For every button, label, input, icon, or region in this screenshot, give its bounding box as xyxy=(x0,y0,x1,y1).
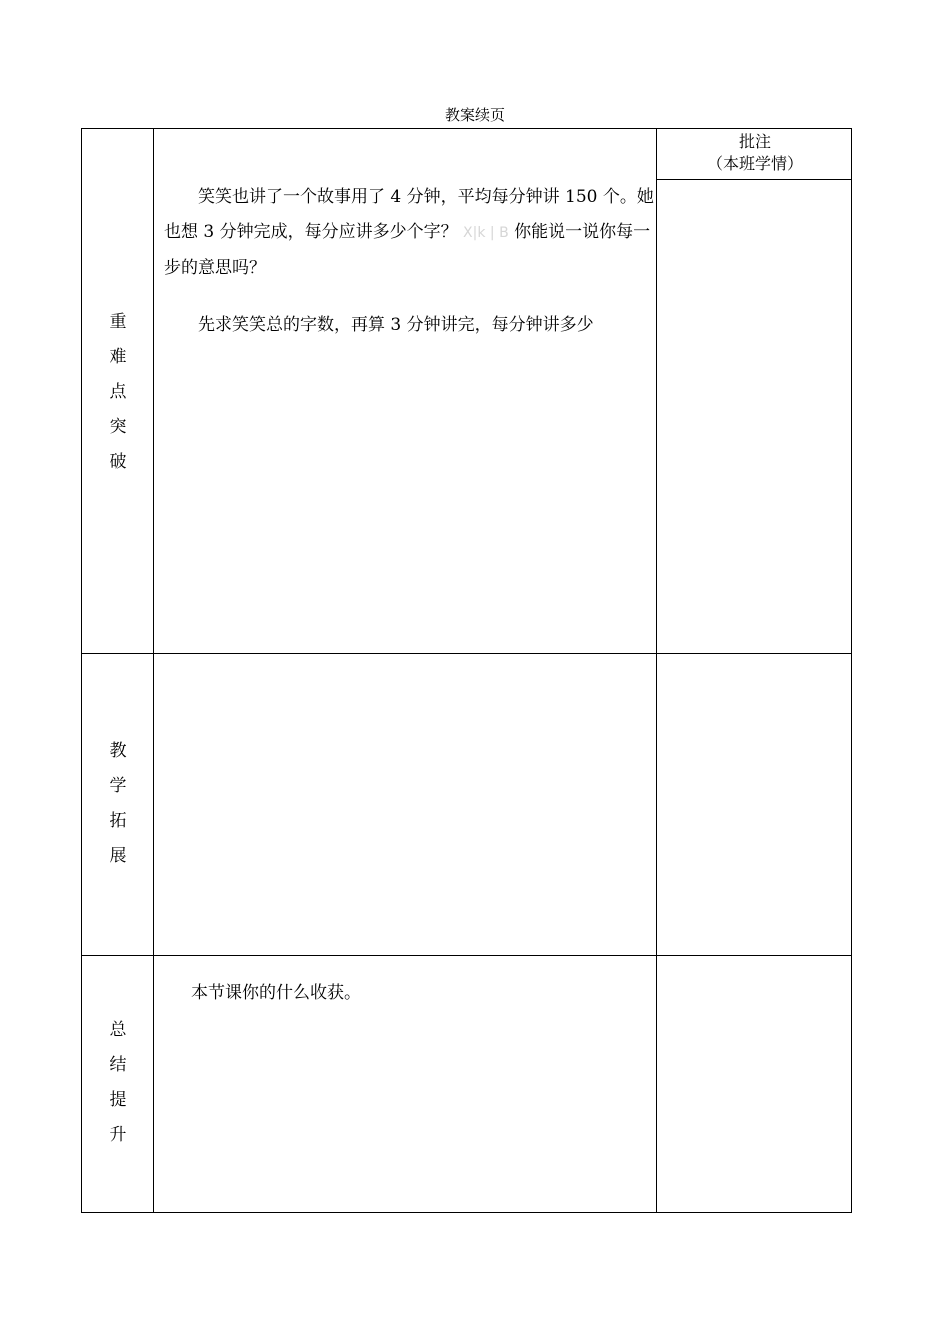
watermark-text: X|k | B xyxy=(463,225,509,241)
label-char: 总 xyxy=(109,1020,127,1040)
label-char: 突 xyxy=(109,417,127,437)
label-char: 升 xyxy=(109,1125,127,1145)
label-char: 展 xyxy=(109,846,127,866)
label-char: 提 xyxy=(109,1090,127,1110)
problem-paragraph xyxy=(164,180,654,286)
problem-question: 你能说一说你每一步的意思吗？ xyxy=(164,222,651,278)
solution-paragraph: 先求笑笑总的字数，再算 3 分钟讲完，每分钟讲多少 xyxy=(198,315,594,335)
label-char: 难 xyxy=(109,347,127,367)
label-char: 拓 xyxy=(109,811,127,831)
summary-question: 本节课你的什么收获。 xyxy=(191,983,361,1003)
problem-text: 笑笑也讲了一个故事用了 4 分钟，平均每分钟讲 150 个。她也想 3 分钟完成，每分应讲多少个字？ xyxy=(164,187,654,242)
label-char: 破 xyxy=(109,452,127,472)
notes-column-header xyxy=(658,129,852,175)
section-label-extension xyxy=(82,734,154,874)
section-content-key-difficulties xyxy=(164,180,654,343)
page-title: 教案续页 xyxy=(444,106,505,124)
row-divider-1 xyxy=(82,653,851,654)
label-char: 重 xyxy=(109,312,127,332)
section-label-summary xyxy=(82,1013,154,1153)
lesson-plan-table xyxy=(81,128,852,1213)
label-char: 结 xyxy=(109,1055,127,1075)
notes-header-subtitle: （本班学情） xyxy=(706,154,803,173)
label-char: 教 xyxy=(109,741,127,761)
label-char: 点 xyxy=(109,382,127,402)
label-char: 学 xyxy=(109,776,127,796)
section-label-key-difficulties xyxy=(82,305,154,480)
section-content-summary xyxy=(164,976,654,1011)
notes-header-divider xyxy=(657,179,851,180)
notes-header-title: 批注 xyxy=(738,132,771,151)
notes-column-divider xyxy=(656,129,657,1212)
row-divider-2 xyxy=(82,955,851,956)
